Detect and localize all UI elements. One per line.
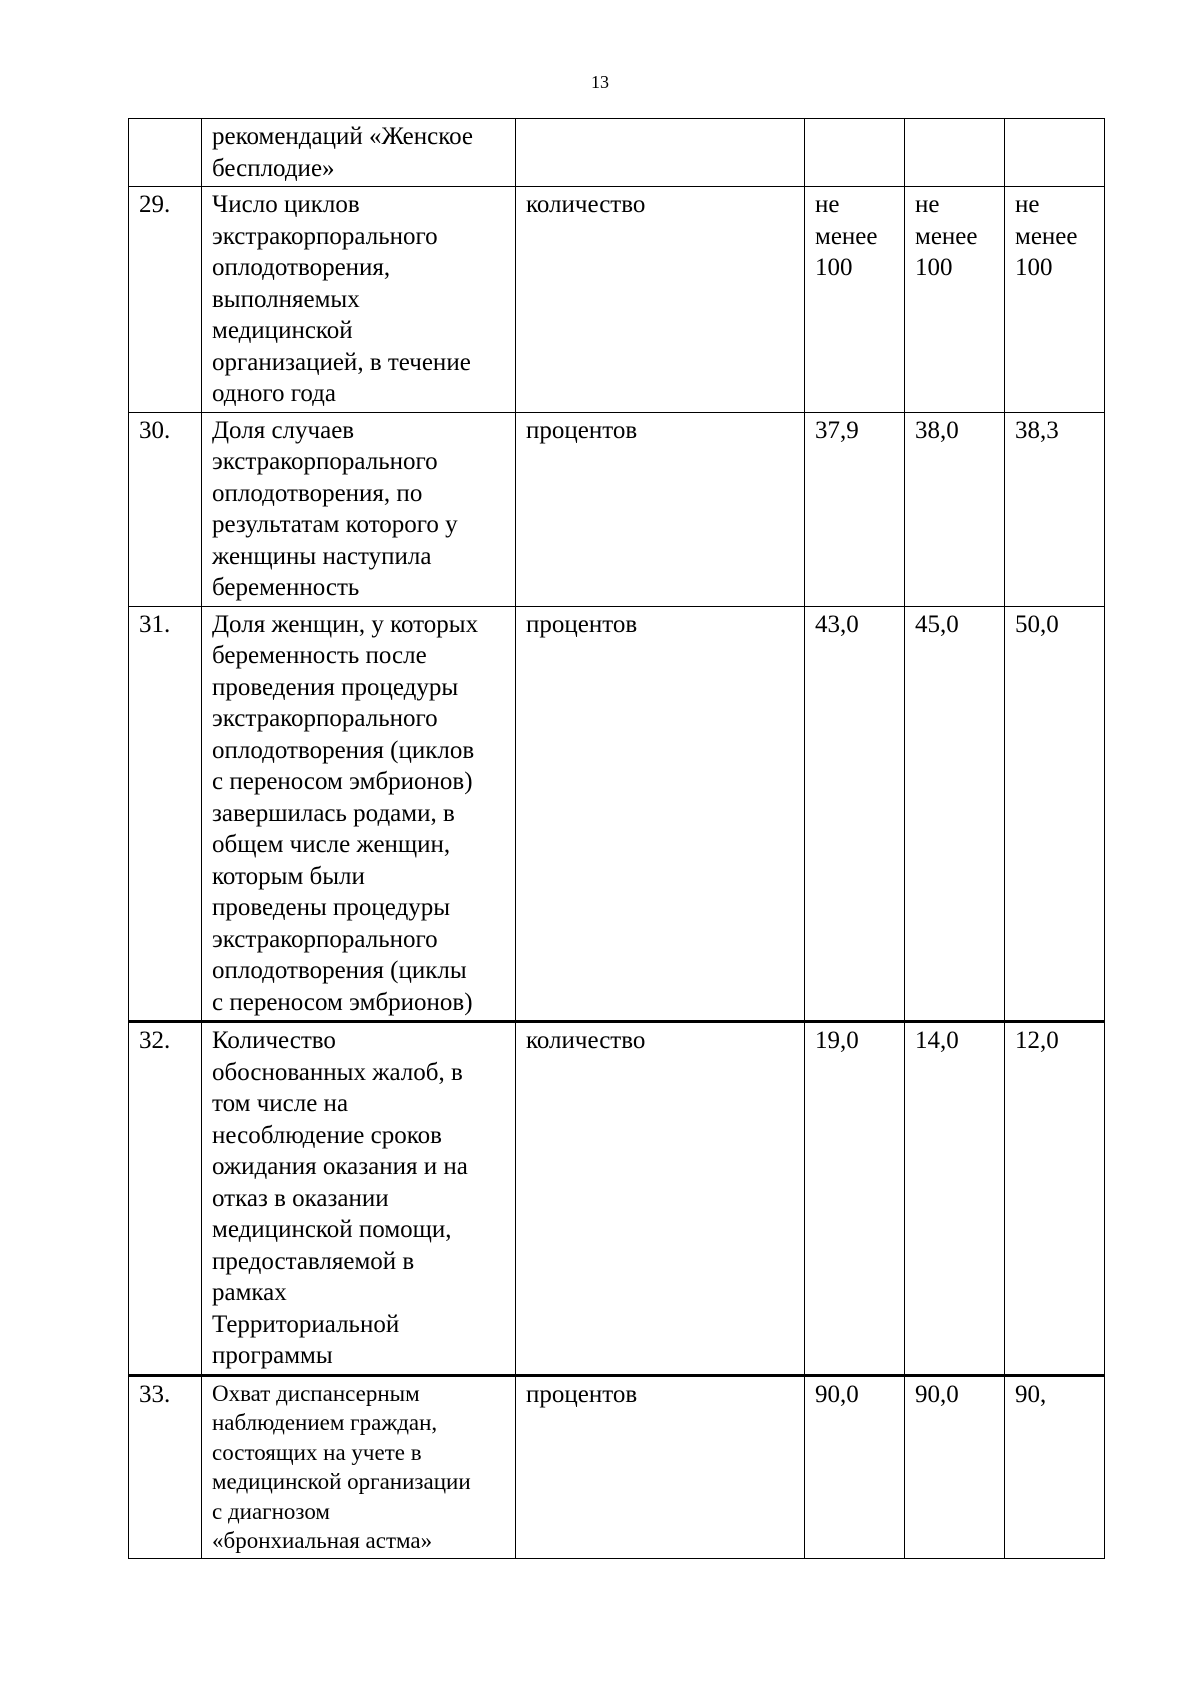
row-number-cell: 31. <box>129 606 202 1022</box>
value-cell-3 <box>1005 119 1105 187</box>
value-cell-3: 12,0 <box>1005 1022 1105 1376</box>
unit-cell: процентов <box>516 606 805 1022</box>
table-row <box>129 1375 1105 1558</box>
value-cell-1: 37,9 <box>805 412 905 606</box>
row-number-cell: 33. <box>129 1375 202 1558</box>
value-cell-3: не менее 100 <box>1005 187 1105 413</box>
value-cell-1: 19,0 <box>805 1022 905 1376</box>
value-cell-1: не менее 100 <box>805 187 905 413</box>
row-number-cell: 30. <box>129 412 202 606</box>
page-number: 13 <box>591 72 609 92</box>
value-cell-1 <box>805 119 905 187</box>
indicator-name-cell: Количество обоснованных жалоб, в том числе на несоблюдение сроков ожидания оказания и на отказ в оказании медицинской помощи, предоставляемой в рамках Территориальной программы <box>202 1022 516 1376</box>
value-cell-1: 43,0 <box>805 606 905 1022</box>
value-cell-2: 38,0 <box>905 412 1005 606</box>
value-cell-2 <box>905 119 1005 187</box>
row-number-cell: 32. <box>129 1022 202 1376</box>
indicator-name-cell: рекомендаций «Женское бесплодие» <box>202 119 516 187</box>
row-number-cell: 29. <box>129 187 202 413</box>
table-row <box>129 1022 1105 1376</box>
value-cell-2: 14,0 <box>905 1022 1005 1376</box>
unit-cell: количество <box>516 1022 805 1376</box>
value-cell-2: 90,0 <box>905 1375 1005 1558</box>
value-cell-2: не менее 100 <box>905 187 1005 413</box>
indicator-name-cell: Доля случаев экстракорпорального оплодотворения, по результатам которого у женщины наступила беременность <box>202 412 516 606</box>
value-cell-3: 38,3 <box>1005 412 1105 606</box>
table-row <box>129 412 1105 606</box>
unit-cell: процентов <box>516 412 805 606</box>
indicators-table <box>128 118 1105 1559</box>
table-row <box>129 119 1105 187</box>
row-number-cell <box>129 119 202 187</box>
indicator-name-cell: Число циклов экстракорпорального оплодотворения, выполняемых медицинской организацией, в течение одного года <box>202 187 516 413</box>
unit-cell: количество <box>516 187 805 413</box>
table-row <box>129 187 1105 413</box>
value-cell-2: 45,0 <box>905 606 1005 1022</box>
value-cell-3: 90, <box>1005 1375 1105 1558</box>
unit-cell <box>516 119 805 187</box>
unit-cell: процентов <box>516 1375 805 1558</box>
value-cell-1: 90,0 <box>805 1375 905 1558</box>
indicator-name-cell: Доля женщин, у которых беременность после проведения процедуры экстракорпорального оплодотворения (циклов с переносом эмбрионов) завершилась родами, в общем числе женщин, которым были проведены процедуры экстракорпорального оплодотворения (циклы с переносом эмбрионов) <box>202 606 516 1022</box>
value-cell-3: 50,0 <box>1005 606 1105 1022</box>
indicator-name-cell: Охват диспансерным наблюдением граждан, состоящих на учете в медицинской организации с диагнозом «бронхиальная астма» <box>202 1375 516 1558</box>
table-row <box>129 606 1105 1022</box>
